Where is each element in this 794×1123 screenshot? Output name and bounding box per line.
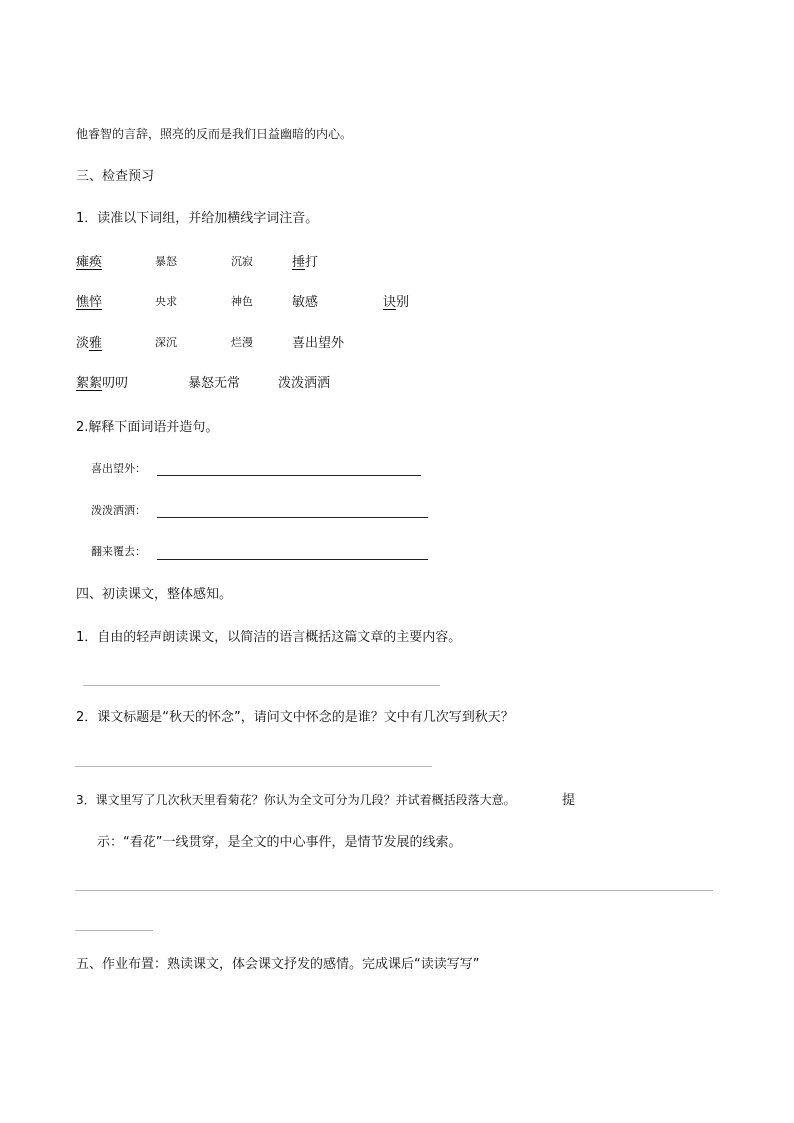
word-char: 沉寂 <box>231 255 253 268</box>
word-char: 神色 <box>231 295 253 308</box>
vocab-word <box>292 296 318 309</box>
intro-line: 他睿智的言辞，照亮的反而是我们日益幽暗的内心。 <box>76 127 353 141</box>
vocab-word <box>278 377 330 390</box>
vocab-word <box>292 337 344 350</box>
word-char: 淡 <box>76 336 90 351</box>
answer-line-4-1 <box>83 685 440 686</box>
vocab-word <box>76 337 102 350</box>
vocab-word <box>383 296 409 309</box>
vocab-word <box>188 377 240 390</box>
question-3-2: 2.解释下面词语并造句。 <box>76 420 219 435</box>
vocab-word <box>155 337 177 348</box>
underlined-char: 瘫痪 <box>76 255 103 270</box>
answer-line-4-3a <box>75 890 713 891</box>
section-3-heading: 三、检查预习 <box>76 169 155 184</box>
word-char: 打 <box>305 255 319 270</box>
word-char: 央求 <box>155 295 177 308</box>
underlined-char: 诀 <box>383 295 397 310</box>
section-4-heading: 四、初读课文，整体感知。 <box>76 587 233 602</box>
question-4-2: 2．课文标题是“秋天的怀念”，请问文中怀念的是谁？文中有几次写到秋天？ <box>76 710 514 725</box>
word-char: 深沉 <box>155 336 177 349</box>
vocab-word <box>231 337 253 348</box>
question-4-3: 3．课文里写了几次秋天里看菊花？你认为全文可分为几段？并试着概括段落大意。 <box>76 793 516 807</box>
question-3-1: 1．读准以下词组，并给加横线字词注音。 <box>76 211 319 226</box>
fill-label-2: 泼泼洒洒： <box>91 504 146 517</box>
underlined-char: 捶 <box>292 255 306 270</box>
answer-line-1 <box>157 475 421 476</box>
question-4-1: 1．自由的轻声朗读课文，以简洁的语言概括这篇文章的主要内容。 <box>76 630 462 645</box>
underlined-char: 憔悴 <box>76 295 103 310</box>
question-4-3-hint: 示：“看花”一线贯穿，是全文的中心事件，是情节发展的线索。 <box>97 835 462 850</box>
vocab-word <box>292 256 318 269</box>
word-char: 别 <box>396 295 410 310</box>
underlined-char: 雅 <box>89 336 103 351</box>
vocab-word <box>155 256 177 267</box>
word-char: 叨叨 <box>102 376 129 391</box>
vocab-word <box>231 296 253 307</box>
vocab-word <box>76 296 102 309</box>
vocab-word <box>76 256 102 269</box>
word-char: 暴怒 <box>155 255 177 268</box>
answer-line-4-2 <box>75 766 432 767</box>
word-char: 泼泼洒洒 <box>278 376 331 391</box>
underlined-char: 絮絮 <box>76 376 103 391</box>
vocab-word <box>231 256 253 267</box>
word-char: 暴怒无常 <box>188 376 241 391</box>
word-char: 喜出望外 <box>292 336 345 351</box>
vocab-word <box>155 296 177 307</box>
word-char: 烂漫 <box>231 336 253 349</box>
section-5-homework: 五、作业布置：熟读课文，体会课文抒发的感情。完成课后“读读写写” <box>76 957 480 972</box>
question-4-3-tail: 提 <box>562 793 576 808</box>
vocab-word <box>76 377 128 390</box>
answer-line-2 <box>157 517 428 518</box>
word-char: 敏感 <box>292 295 319 310</box>
answer-line-3 <box>157 559 428 560</box>
fill-label-1: 喜出望外： <box>91 462 146 475</box>
answer-line-4-3b <box>75 930 153 931</box>
fill-label-3: 翻来覆去： <box>91 545 146 558</box>
